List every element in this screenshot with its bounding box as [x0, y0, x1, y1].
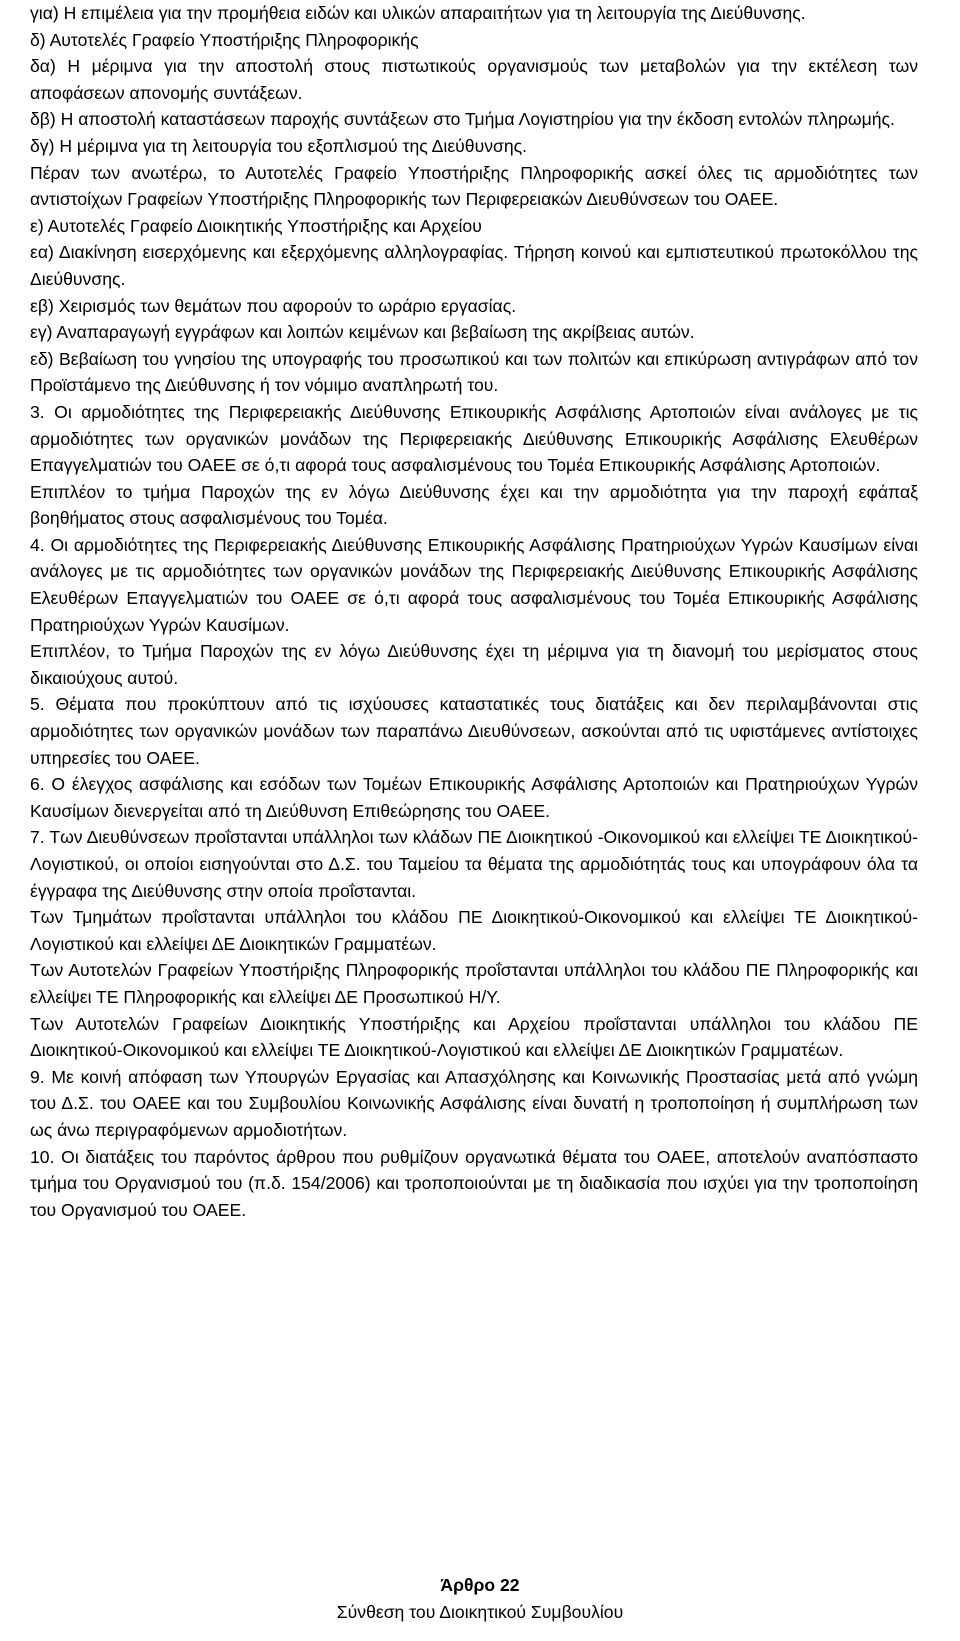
paragraph-section-7: 7. Των Διευθύνσεων προΐστανται υπάλληλοι των κλάδων ΠΕ Διοικητικού -Οικονομικού και ελλείψει ΤΕ Διοικητικού-Λογιστικού, οι οποίοι εισηγούνται στο Δ.Σ. του Ταμείου τα θέματα της αρμοδιότητάς τους και υπογράφουν όλα τα έγγραφα της Διεύθυνσης στην οποία προΐστανται. [30, 827, 918, 901]
document-body [30, 0, 918, 1223]
paragraph-section-7-admin: Των Αυτοτελών Γραφείων Διοικητικής Υποστήριξης και Αρχείου προΐστανται υπάλληλοι του κλάδου ΠΕ Διοικητικού-Οικονομικού και ελλείψει ΤΕ Διοικητικού-Λογιστικού και ελλείψει ΔΕ Διοικητικών Γραμματέων. [30, 1013, 918, 1061]
paragraph-section-3-extra: Επιπλέον το τμήμα Παροχών της εν λόγω Διεύθυνσης έχει και την αρμοδιότητα για την παροχή εφάπαξ βοηθήματος στους ασφαλισμένους του Τομέα. [30, 481, 918, 529]
paragraph-da: δα) Η μέριμνα για την αποστολή στους πιστωτικούς οργανισμούς των μεταβολών για την εκτέλεση των αποφάσεων απονομής συντάξεων. [30, 56, 918, 103]
paragraph-section-9: 9. Με κοινή απόφαση των Υπουργών Εργασίας και Απασχόλησης και Κοινωνικής Προστασίας μετά από γνώμη του Δ.Σ. του ΟΑΕΕ και του Συμβουλίου Κοινωνικής Ασφάλισης είναι δυνατή η τροποποίηση ή συμπλήρωση των ως άνω περιγραφόμενων αρμοδιοτήτων. [30, 1066, 918, 1140]
paragraph-db: δβ) Η αποστολή καταστάσεων παροχής συντάξεων στο Τμήμα Λογιστηρίου για την έκδοση εντολών πληρωμής. [30, 109, 895, 130]
paragraph-section-3: 3. Οι αρμοδιότητες της Περιφερειακής Διεύθυνσης Επικουρικής Ασφάλισης Αρτοποιών είναι ανάλογες με τις αρμοδιότητες των οργανικών μονάδων της Περιφερειακής Διεύθυνσης Επικουρικής Ασφάλισης Ελευθέρων Επαγγελματιών του ΟΑΕΕ σε ό,τι αφορά τους ασφαλισμένους του Τομέα Επικουρικής Ασφάλισης Αρτοποιών. [30, 401, 918, 476]
heading-admin-office: ε) Αυτοτελές Γραφείο Διοικητικής Υποστήριξης και Αρχείου [30, 215, 482, 236]
paragraph-section-4: 4. Οι αρμοδιότητες της Περιφερειακής Διεύθυνσης Επικουρικής Ασφάλισης Πρατηριούχων Υγρών Καυσίμων είναι ανάλογες με τις αρμοδιότητες των οργανικών μονάδων της Περιφερειακής Διεύθυνσης Επικουρικής Ασφάλισης Ελευθέρων Επαγγελματιών του ΟΑΕΕ σε ό,τι αφορά τους ασφαλισμένους του Τομέα Επικουρικής Ασφάλισης Πρατηριούχων Υγρών Καυσίμων. [30, 534, 918, 635]
paragraph-ea: εα) Διακίνηση εισερχόμενης και εξερχόμενης αλληλογραφίας. Τήρηση κοινού και εμπιστευτικού πρωτοκόλλου της Διεύθυνσης. [30, 242, 918, 289]
paragraph-ed: εδ) Βεβαίωση του γνησίου της υπογραφής του προσωπικού και των πολιτών και επικύρωση αντιγράφων από τον Προϊστάμενο της Διεύθυνσης ή τον νόμιμο αναπληρωτή του. [30, 348, 918, 396]
paragraph-section-10: 10. Οι διατάξεις του παρόντος άρθρου που ρυθμίζουν οργανωτικά θέματα του ΟΑΕΕ, αποτελούν αναπόσπαστο τμήμα του Οργανισμού του (π.δ. 154/2006) και τροποποιούνται με τη διαδικασία που ισχύει για την τροποποίηση του Οργανισμού του ΟΑΕΕ. [30, 1146, 918, 1220]
article-header [0, 1572, 960, 1625]
paragraph-dg: δγ) Η μέριμνα για τη λειτουργία του εξοπλισμού της Διεύθυνσης. [30, 135, 528, 156]
paragraph-gia: για) Η επιμέλεια για την προμήθεια ειδών και υλικών απαραιτήτων για τη λειτουργία της Διεύθυνσης. [30, 3, 806, 23]
paragraph-section-7-informatics: Των Αυτοτελών Γραφείων Υποστήριξης Πληροφορικής προΐστανται υπάλληλοι του κλάδου ΠΕ Πληροφορικής και ελλείψει ΤΕ Πληροφορικής και ελλείψει ΔΕ Προσωπικού Η/Υ. [30, 960, 918, 1007]
paragraph-section-5: 5. Θέματα που προκύπτουν από τις ισχύουσες καταστατικές τους διατάξεις και δεν περιλαμβάνονται στις αρμοδιότητες των οργανικών μονάδων των παραπάνω Διευθύνσεων, ασκούνται από τις υφιστάμενες αντίστοιχες υπηρεσίες του ΟΑΕΕ. [30, 694, 918, 768]
paragraph-section-7-departments: Των Τμημάτων προΐστανται υπάλληλοι του κλάδου ΠΕ Διοικητικού-Οικονομικού και ελλείψει ΤΕ Διοικητικού-Λογιστικού και ελλείψει ΔΕ Διοικητικών Γραμματέων. [30, 907, 918, 954]
paragraph-section-6: 6. Ο έλεγχος ασφάλισης και εσόδων των Τομέων Επικουρικής Ασφάλισης Αρτοποιών και Πρατηριούχων Υγρών Καυσίμων διενεργείται από τη Διεύθυνση Επιθεώρησης του ΟΑΕΕ. [30, 774, 918, 821]
paragraph-eb: εβ) Χειρισμός των θεμάτων που αφορούν το ωράριο εργασίας. [30, 295, 517, 316]
article-subtitle: Σύνθεση του Διοικητικού Συμβουλίου [336, 1601, 624, 1622]
article-heading: Άρθρο 22 [440, 1575, 520, 1595]
paragraph-informatics-duties: Πέραν των ανωτέρω, το Αυτοτελές Γραφείο Υποστήριξης Πληροφορικής ασκεί όλες τις αρμοδιότητες των αντιστοίχων Γραφείων Υποστήριξης Πληροφορικής των Περιφερειακών Διευθύνσεων του ΟΑΕΕ. [30, 162, 918, 210]
paragraph-section-4-extra: Επιπλέον, το Τμήμα Παροχών της εν λόγω Διεύθυνσης έχει τη μέριμνα για τη διανομή του μερίσματος στους δικαιούχους αυτού. [30, 641, 918, 688]
heading-informatics-office: δ) Αυτοτελές Γραφείο Υποστήριξης Πληροφορικής [30, 29, 419, 50]
paragraph-eg: εγ) Αναπαραγωγή εγγράφων και λοιπών κειμένων και βεβαίωση της ακρίβειας αυτών. [30, 322, 695, 343]
